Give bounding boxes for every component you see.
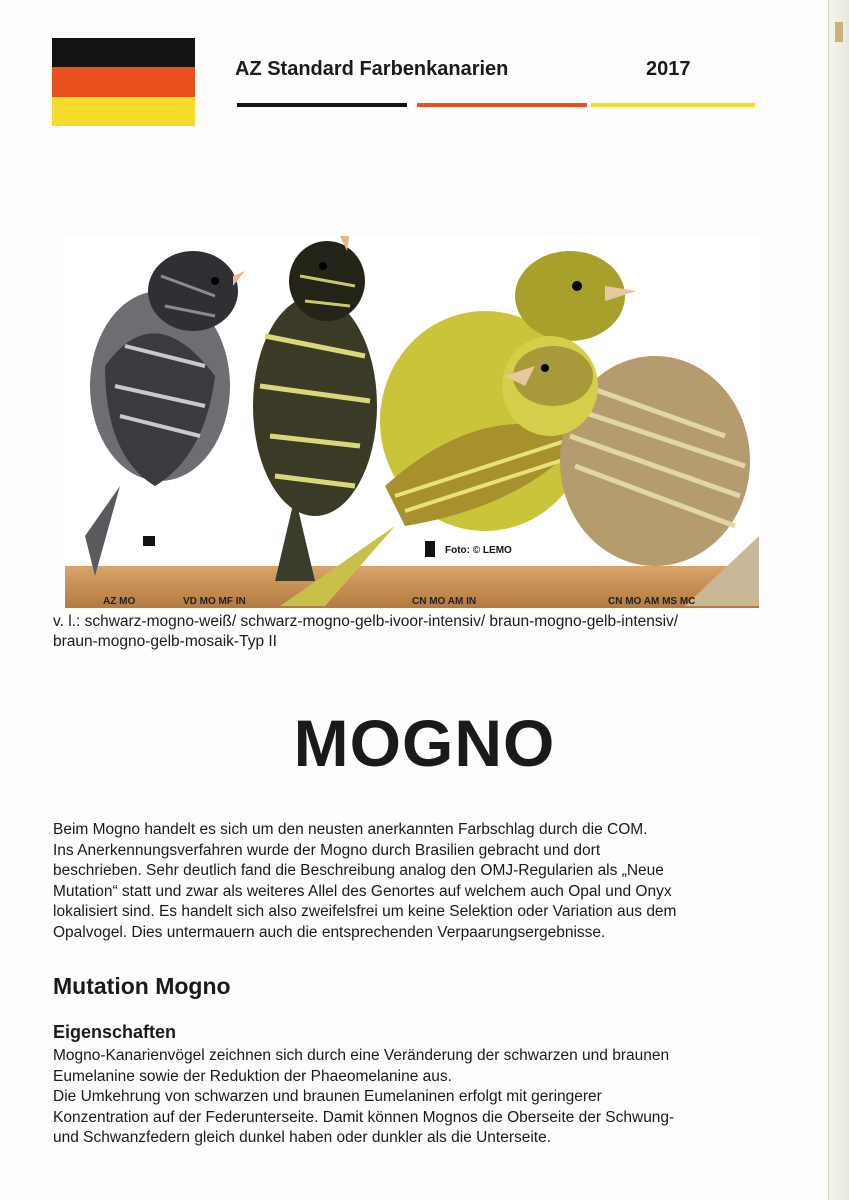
- header-title: AZ Standard Farbenkanarien: [235, 58, 509, 80]
- intro-line: Beim Mogno handelt es sich um den neusten anerkannten Farbschlag durch die COM.: [53, 821, 648, 838]
- perch-label-4: CN MO AM MS MC: [608, 596, 696, 607]
- intro-line: beschrieben. Sehr deutlich fand die Beschreibung analog den OMJ-Regularien als „Neue: [53, 862, 664, 880]
- caption-line-2: braun-mogno-gelb-mosaik-Typ II: [53, 633, 277, 650]
- canary-black-mogno-white: [85, 251, 245, 576]
- caption-line-1: v. l.: schwarz-mogno-weiß/ schwarz-mogno-gelb-ivoor-intensiv/ braun-mogno-gelb-intensiv/: [53, 613, 679, 630]
- photo-credit: Foto: © LEMO: [445, 545, 512, 556]
- intro-line: Mutation“ statt und zwar als weiteres Allel des Genortes auf welchem auch Opal und Onyx: [53, 882, 672, 900]
- properties-line: Eumelanine sowie der Reduktion der Phaeomelanine aus.: [53, 1067, 452, 1085]
- header-rule-red: [417, 103, 587, 107]
- perch-label-2: VD MO MF IN: [183, 596, 246, 607]
- perch-label-1: AZ MO: [103, 596, 136, 607]
- page-edge: [828, 0, 849, 1200]
- properties-line: Mogno-Kanarienvögel zeichnen sich durch eine Veränderung der schwarzen und braunen: [53, 1047, 670, 1064]
- properties-paragraph: [53, 1046, 793, 1149]
- flag-stripe-gold: [52, 97, 195, 126]
- perch-label-3: CN MO AM IN: [412, 596, 477, 607]
- properties-line: und Schwanzfedern gleich dunkel haben oder dunkler als die Unterseite.: [53, 1129, 552, 1147]
- header-year: 2017: [646, 58, 691, 80]
- photo-caption: [53, 612, 793, 652]
- leg-ring: [425, 541, 435, 557]
- intro-line: lokalisiert sind. Es handelt sich also zweifelsfrei um keine Selektion oder Variation aus dem: [53, 903, 677, 921]
- page-title: MOGNO: [293, 706, 556, 780]
- section-subheading: Eigenschaften: [53, 1022, 177, 1042]
- section-heading: Mutation Mogno: [53, 973, 231, 999]
- properties-line: Die Umkehrung von schwarzen und braunen Eumelaninen erfolgt mit geringerer: [53, 1088, 602, 1106]
- german-flag: [52, 38, 195, 126]
- header-rule-gold: [591, 103, 755, 107]
- intro-line: Opalvogel. Dies untermauern auch die entsprechenden Verpaarungsergebnisse.: [53, 923, 606, 941]
- flag-stripe-red: [52, 67, 195, 96]
- canary-black-mogno-yellow-ivory: [253, 236, 377, 581]
- intro-paragraph: [53, 820, 793, 944]
- header-rule-black: [237, 103, 407, 107]
- properties-line: Konzentration auf der Federunterseite. Damit können Mognos die Oberseite der Schwung-: [53, 1108, 675, 1126]
- canary-photo: [65, 236, 759, 608]
- intro-line: Ins Anerkennungsverfahren wurde der Mogno durch Brasilien gebracht und dort: [53, 841, 601, 859]
- leg-ring: [143, 536, 155, 546]
- flag-stripe-black: [52, 38, 195, 67]
- page-tab-marker: [835, 22, 843, 42]
